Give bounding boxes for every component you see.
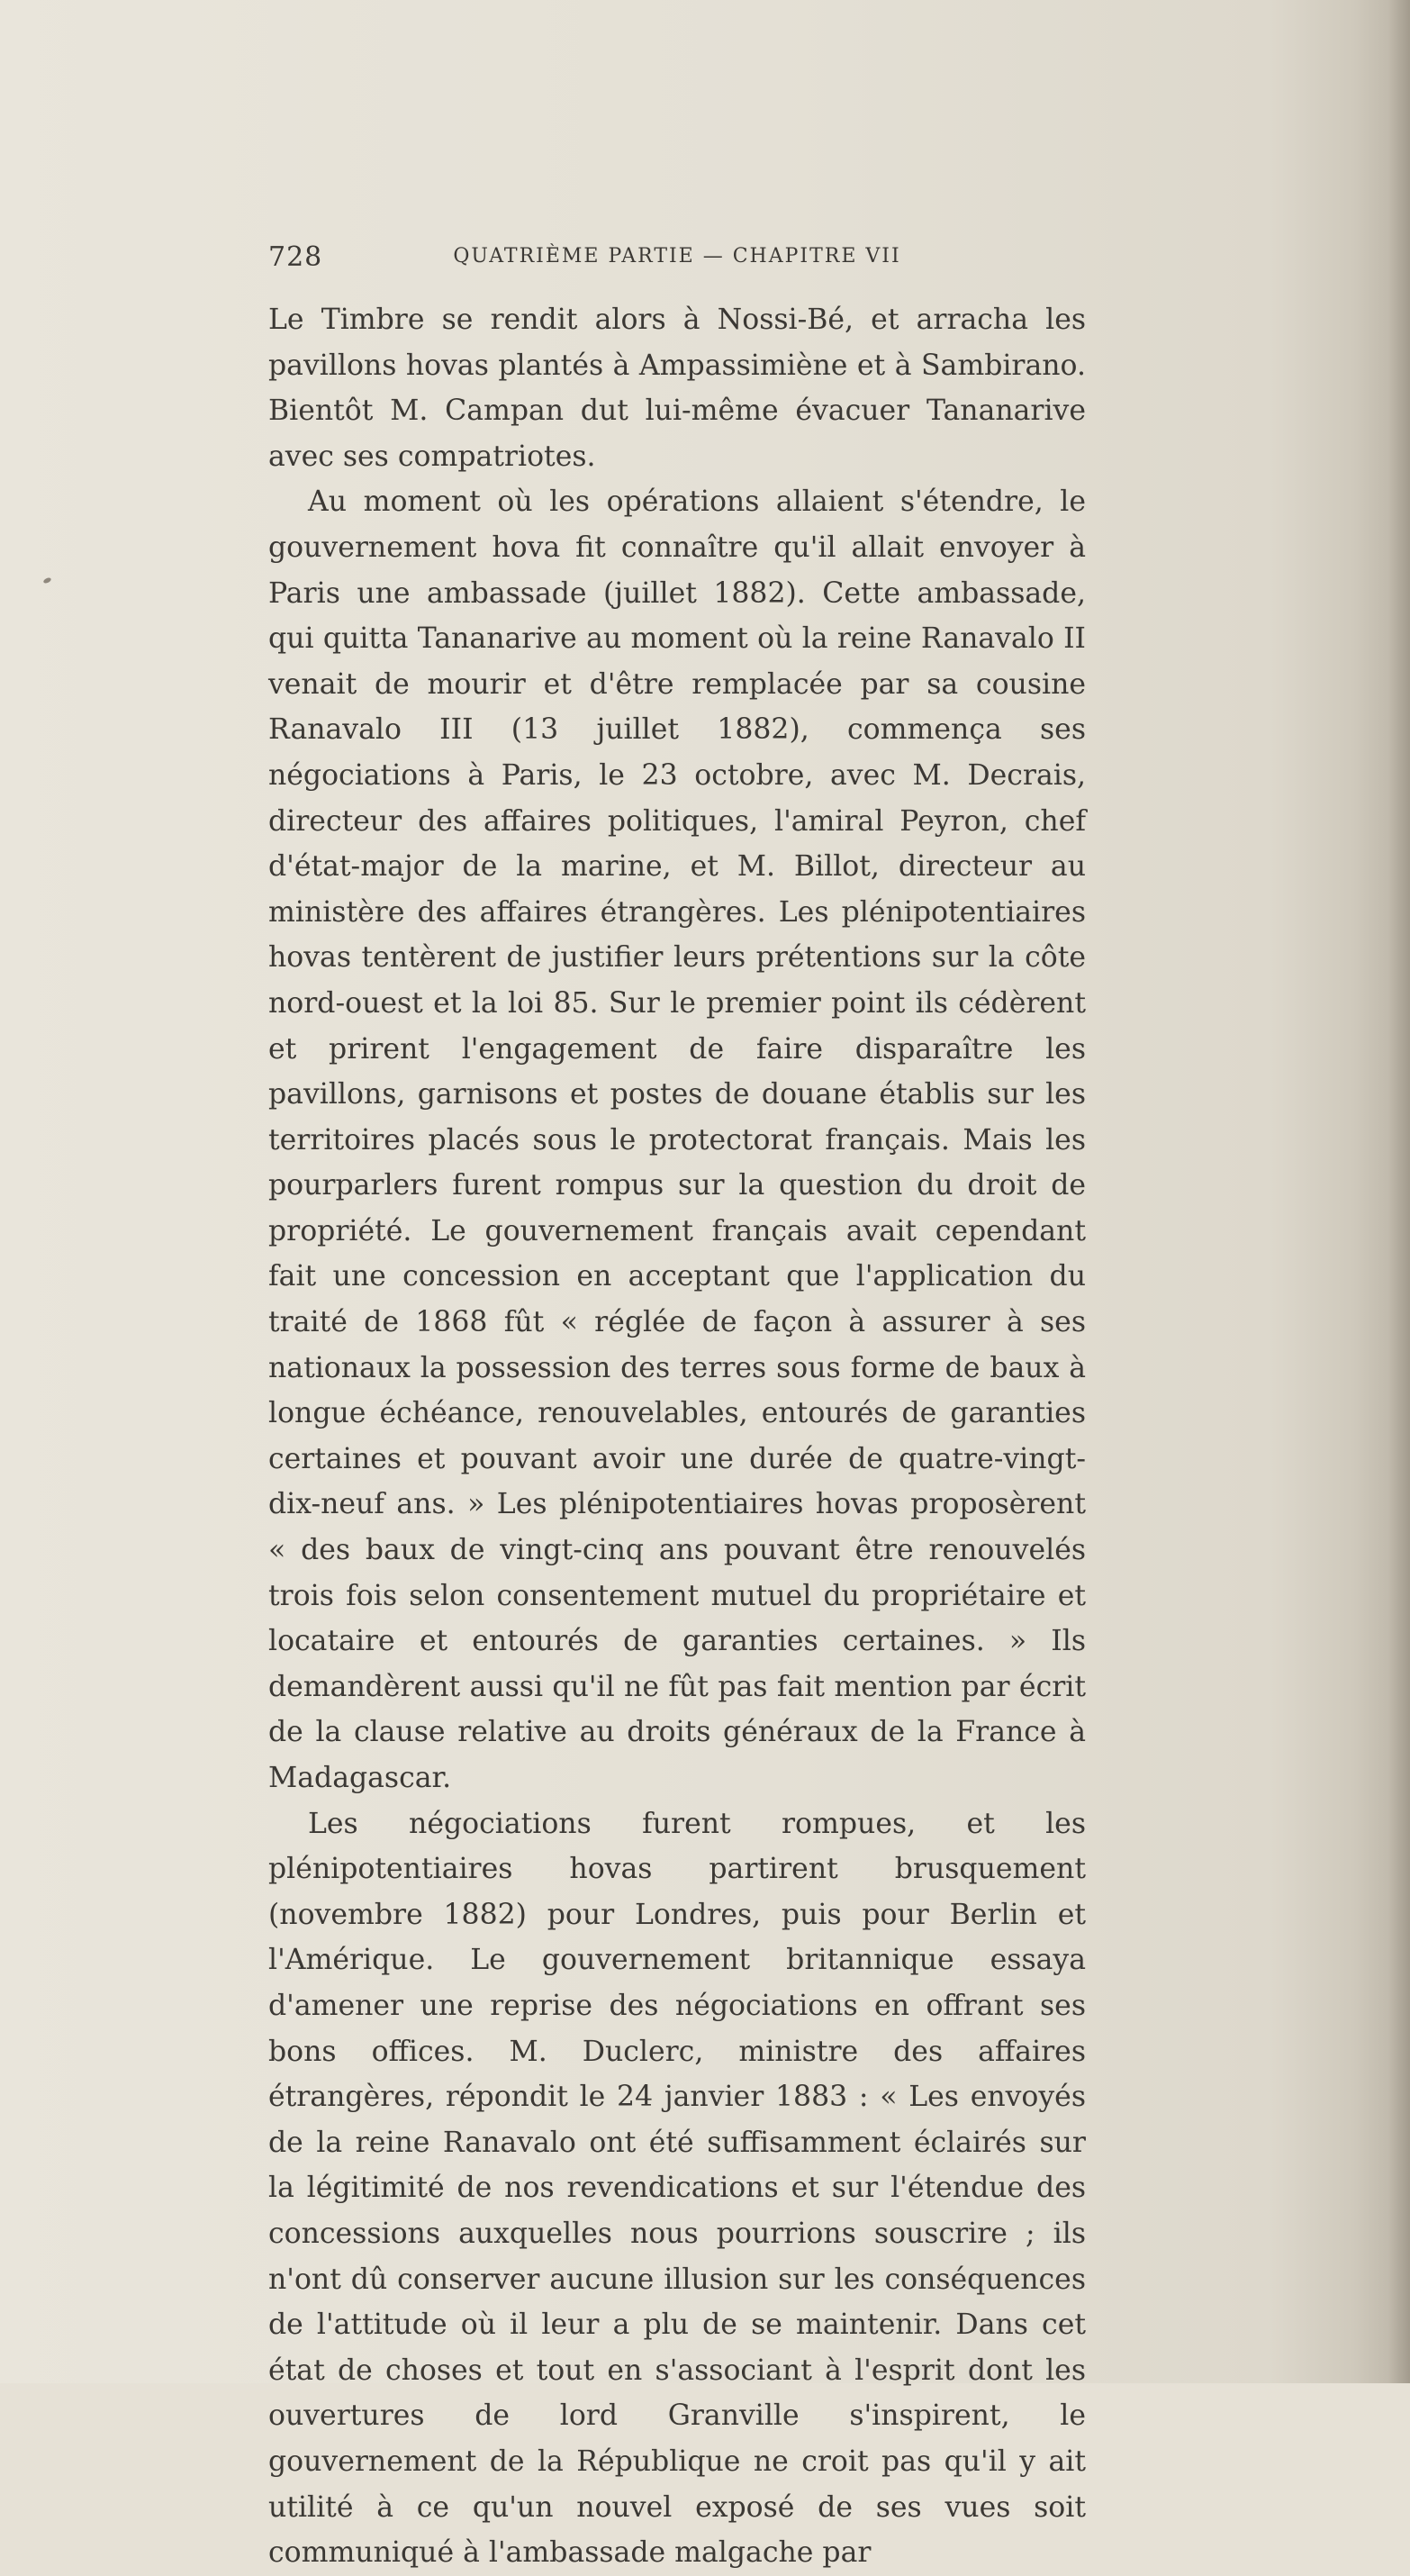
page-number: 728 <box>268 241 323 273</box>
page-header <box>268 241 1086 277</box>
paragraph: Les négociations furent rompues, et les plénipotentiaires hovas partirent brusquement (novembre 1882) pour Londres, puis pour Berlin et l'Amérique. Le gouvernement britannique essaya d'amener une reprise des négociations en offrant ses bons offices. M. Duclerc, ministre des affaires étrangères, répondit le 24 janvier 1883 : « Les envoyés de la reine Ranavalo ont été suffisamment éclairés sur la légitimité de nos revendications et sur l'étendue des concessions auxquelles nous pourrions souscrire ; ils n'ont dû conserver aucune illusion sur les conséquences de l'attitude où il leur a plu de se maintenir. Dans cet état de choses et tout en s'associant à l'esprit dont les ouvertures de lord Granville s'inspirent, le gouvernement de la République ne croit pas qu'il y ait utilité à ce qu'un nouvel exposé de ses vues soit communiqué à l'ambassade malgache par <box>268 1807 1086 2570</box>
paragraph: Au moment où les opérations allaient s'étendre, le gouvernement hova fit connaître qu'il allait envoyer à Paris une ambassade (juillet 1882). Cette ambassade, qui quitta Tananarive au moment où la reine Ranavalo II venait de mourir et d'être remplacée par sa cousine Ranavalo III (13 juillet 1882), commença ses négociations à Paris, le 23 octobre, avec M. Decrais, directeur des affaires politiques, l'amiral Peyron, chef d'état-major de la marine, et M. Billot, directeur au ministère des affaires étrangères. Les plénipotentiaires hovas tentèrent de justifier leurs prétentions sur la côte nord-ouest et la loi 85. Sur le premier point ils cédèrent et prirent l'engagement de faire disparaître les pavillons, garnisons et postes de douane établis sur les territoires placés sous le protectorat français. Mais les pourparlers furent rompus sur la question du droit de propriété. Le gouvernement français avait cependant fait une concession en acceptant que l'application du traité de 1868 fût « réglée de façon à assurer à ses nationaux la possession des terres sous forme de baux à longue échéance, renouvelables, entourés de garanties certaines et pouvant avoir une durée de quatre-vingt-dix-neuf ans. » Les plénipotentiaires hovas proposèrent « des baux de vingt-cinq ans pouvant être renouvelés trois fois selon consentement mutuel du propriétaire et locataire et entourés de garanties certaines. » Ils demandèrent aussi qu'il ne fût pas fait mention par écrit de la clause relative au droits généraux de la France à Madagascar. <box>268 485 1086 1794</box>
page-edge-shadow <box>1388 0 1410 2383</box>
body-text <box>268 297 1086 2576</box>
paragraph: Le Timbre se rendit alors à Nossi-Bé, et arracha les pavillons hovas plantés à Ampassimiène et à Sambirano. Bientôt M. Campan dut lui-même évacuer Tananarive avec ses compatriotes. <box>268 304 1086 473</box>
ink-speck <box>42 576 51 584</box>
running-head: QUATRIÈME PARTIE — CHAPITRE VII <box>453 245 901 268</box>
